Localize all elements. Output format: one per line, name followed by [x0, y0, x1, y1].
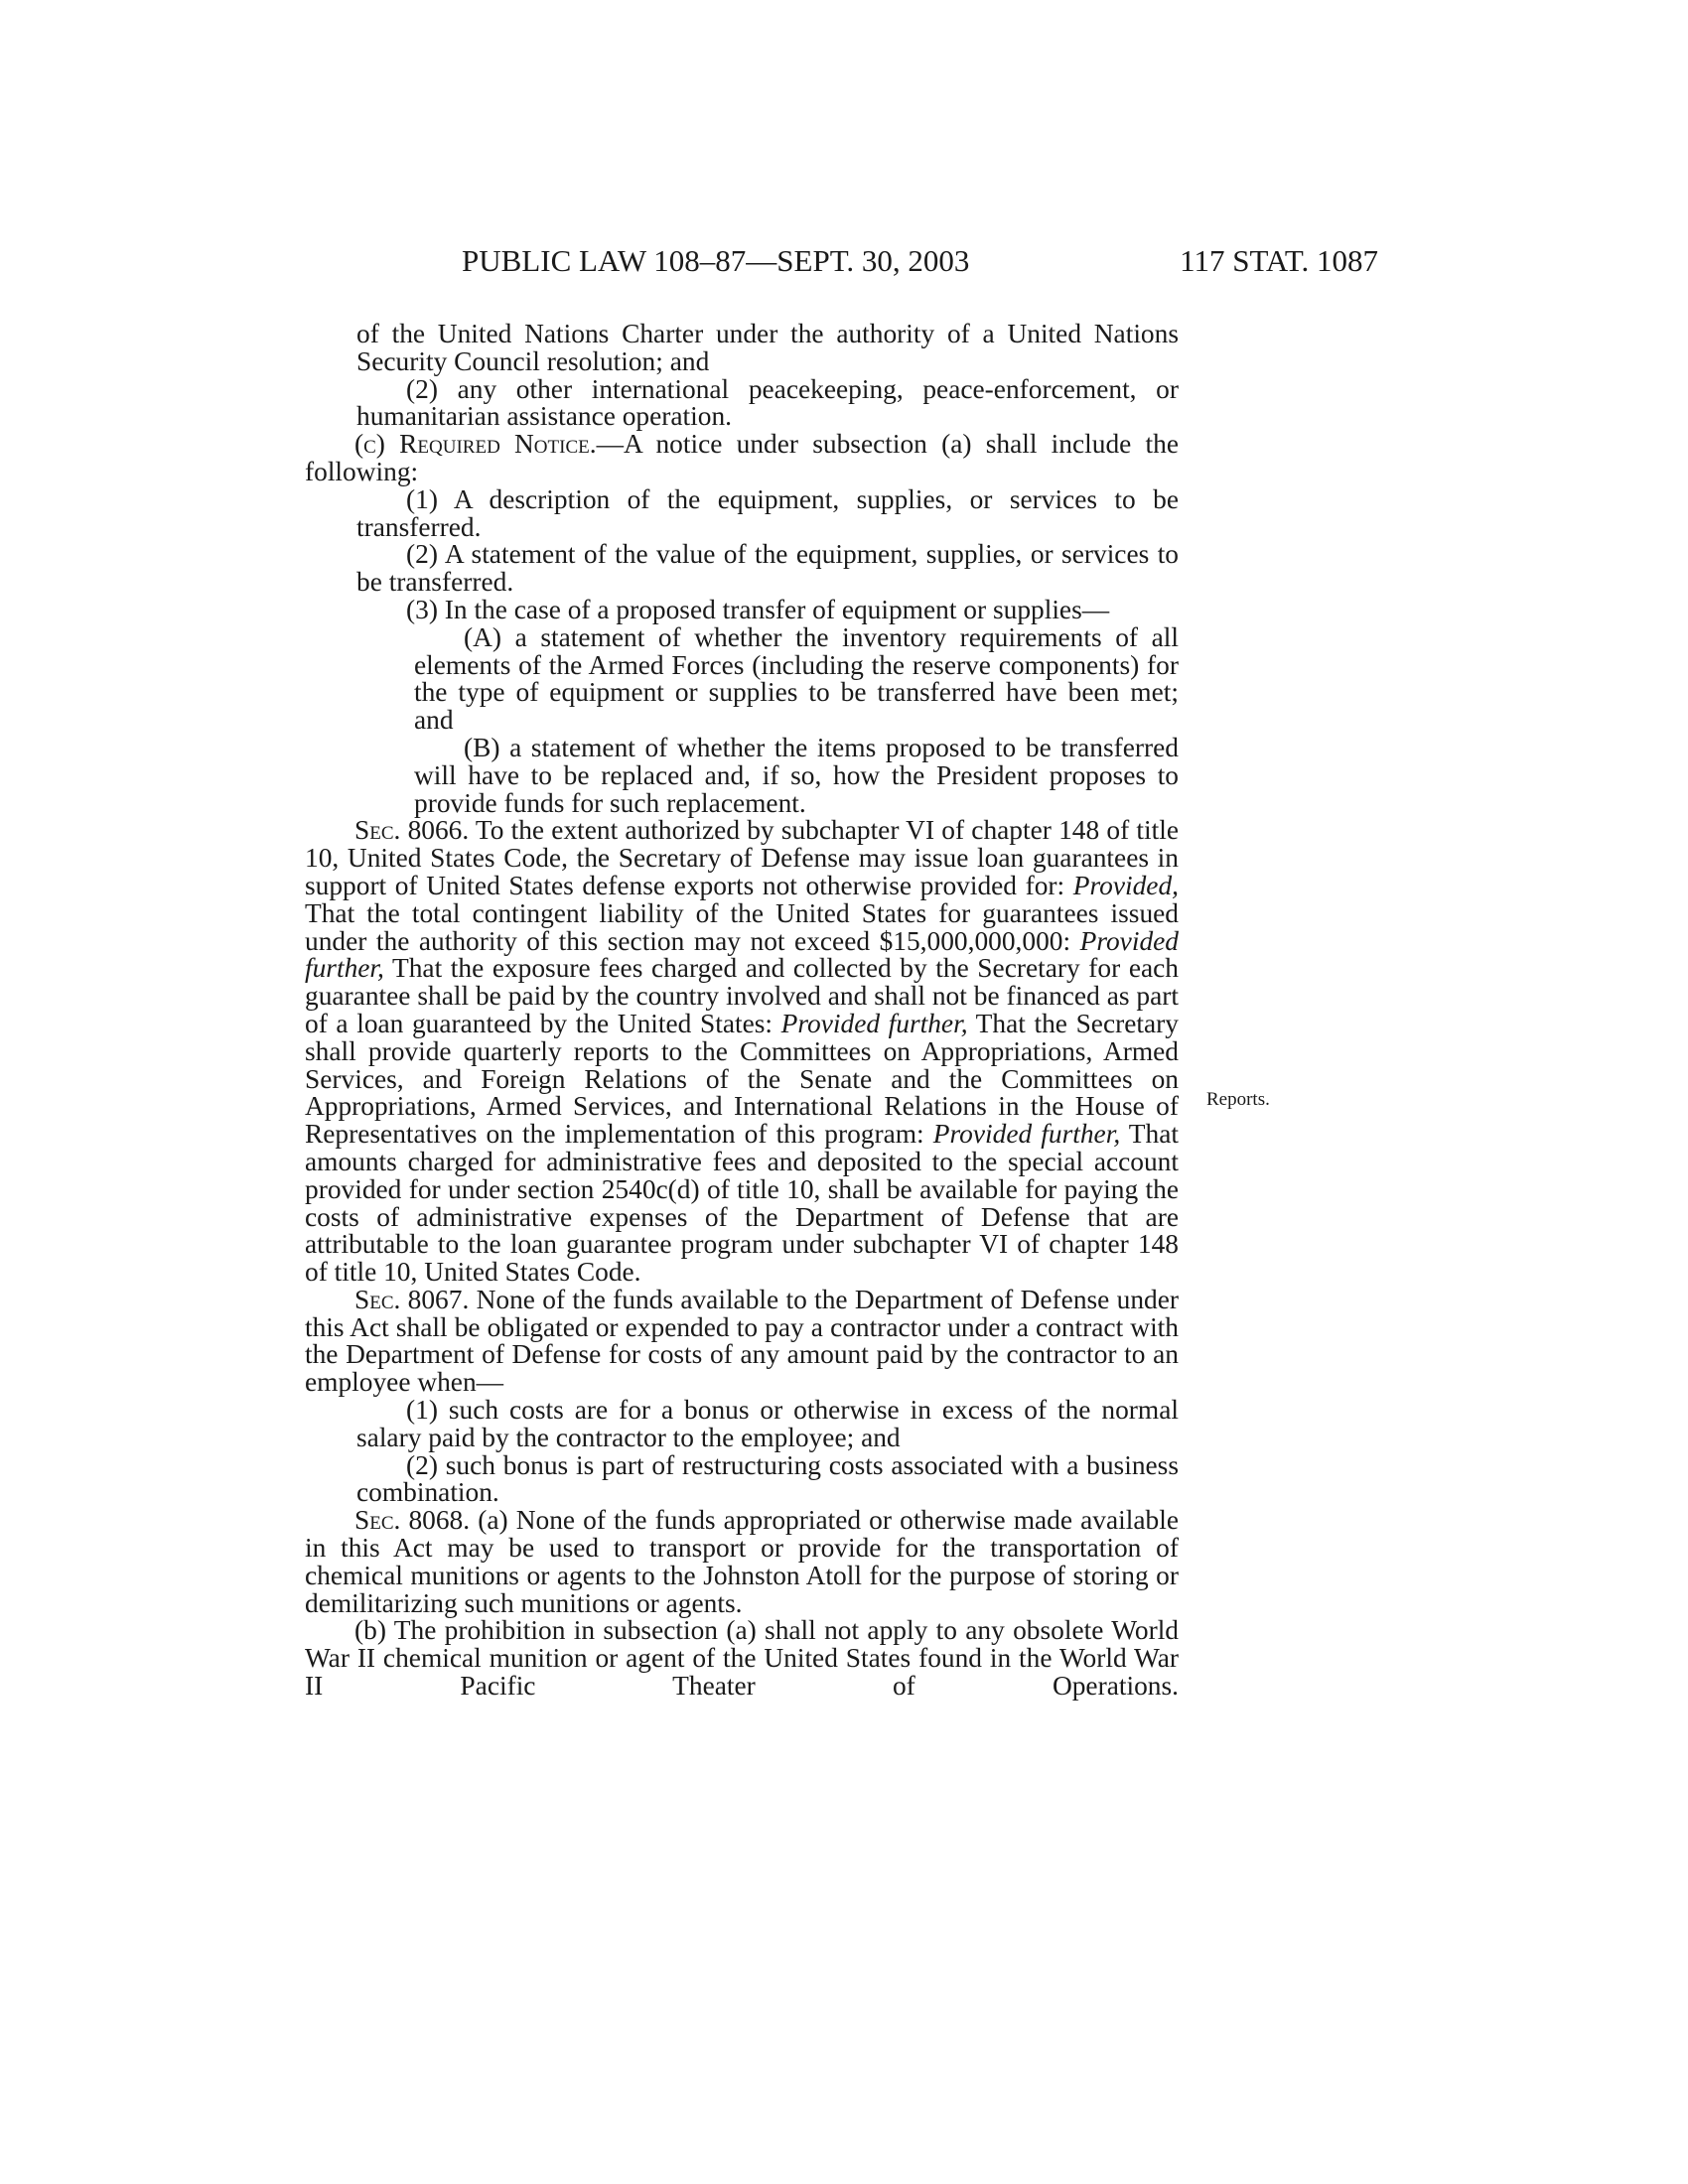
- statute-text: [305, 321, 1179, 1701]
- section-number: Sec. 8066.: [354, 815, 470, 846]
- section-8066: Sec. 8066. To the extent authorized by subchapter VI of chapter 148 of title 10, United States Code, the Secretary of Defense may issue loan guarantees in support of United States defense exports not otherwise provided for: Provided, That the total contingent liability of the United States for guarantees issued under the authority of this section may not exceed $15,000,000,000: Provided further, That the exposure fees charged and collected by the Secretary for each guarantee shall be paid by the country involved and shall not be financed as part of a loan guaranteed by the United States: Provided further, That the Secretary shall provide quarterly reports to the Committees on Appropriations, Armed Services, and Foreign Relations of the Senate and the Committees on Appropriations, Armed Services, and International Relations in the House of Representatives on the implementation of this program: Provided further, That amounts charged for administrative fees and deposited to the special account provided for under section 2540c(d) of title 10, shall be available for paying the costs of administrative expenses of the Department of Defense that are attributable to the loan guarantee program under subchapter VI of chapter 148 of title 10, United States Code.: [305, 815, 1180, 1288]
- public-law-citation: PUBLIC LAW 108–87—SEPT. 30, 2003: [462, 243, 970, 278]
- paragraph-c3a: (A) a statement of whether the inventory requirements of all elements of the Armed Forces (including the reserve components) for the type of equipment or supplies to be transferred have been met; and: [414, 621, 1179, 736]
- subsection-text: —A notice under subsection (a) shall include the following:: [305, 429, 1179, 486]
- section-8067: Sec. 8067. None of the funds available to the Department of Defense under this Act shall be obligated or expended to pay a contractor under a contract with the Department of Defense for costs of any amount paid by the contractor to an employee when—: [305, 1284, 1179, 1398]
- paragraph-c3b: (B) a statement of whether the items proposed to be transferred will have to be replaced and, if so, how the President proposes to provide funds for such replacement.: [414, 732, 1179, 818]
- margin-note-reports: Reports.: [1206, 1089, 1270, 1110]
- paragraph-8068-b: (b) The prohibition in subsection (a) shall not apply to any obsolete World War II chemical munition or agent of the United States found in the World War II Pacific Theater of Operations.: [305, 1615, 1179, 1702]
- paragraph-b2: (2) any other international peacekeeping, peace-enforcement, or humanitarian assistance operation.: [356, 373, 1179, 432]
- paragraph-c1: (1) A description of the equipment, supplies, or services to be transferred.: [356, 483, 1179, 542]
- running-header: [0, 241, 1688, 281]
- paragraph-8067-2: (2) such bonus is part of restructuring costs associated with a business combination.: [356, 1449, 1179, 1508]
- paragraph-c3: (3) In the case of a proposed transfer of equipment or supplies—: [406, 594, 1110, 624]
- paragraph-un-charter: of the United Nations Charter under the authority of a United Nations Security Council resolution; and: [356, 319, 1179, 376]
- section-number: Sec. 8068.: [354, 1505, 471, 1536]
- paragraph-8067-1: (1) such costs are for a bonus or otherwise in excess of the normal salary paid by the contractor to the employee; and: [356, 1395, 1179, 1452]
- paragraph-c2: (2) A statement of the value of the equipment, supplies, or services to be transferred.: [356, 539, 1179, 598]
- subsection-heading: (c) Required Notice.: [354, 429, 597, 460]
- statute-page-number: 117 STAT. 1087: [1180, 243, 1378, 278]
- section-8068: Sec. 8068. (a) None of the funds appropriated or otherwise made available in this Act may be used to transport or provide for the transportation of chemical munitions or agents to the Johnston Atoll for the purpose of storing or demilitarizing such munitions or agents.: [305, 1505, 1179, 1618]
- paragraph-required-notice: [305, 431, 1179, 486]
- section-number: Sec. 8067.: [354, 1284, 470, 1314]
